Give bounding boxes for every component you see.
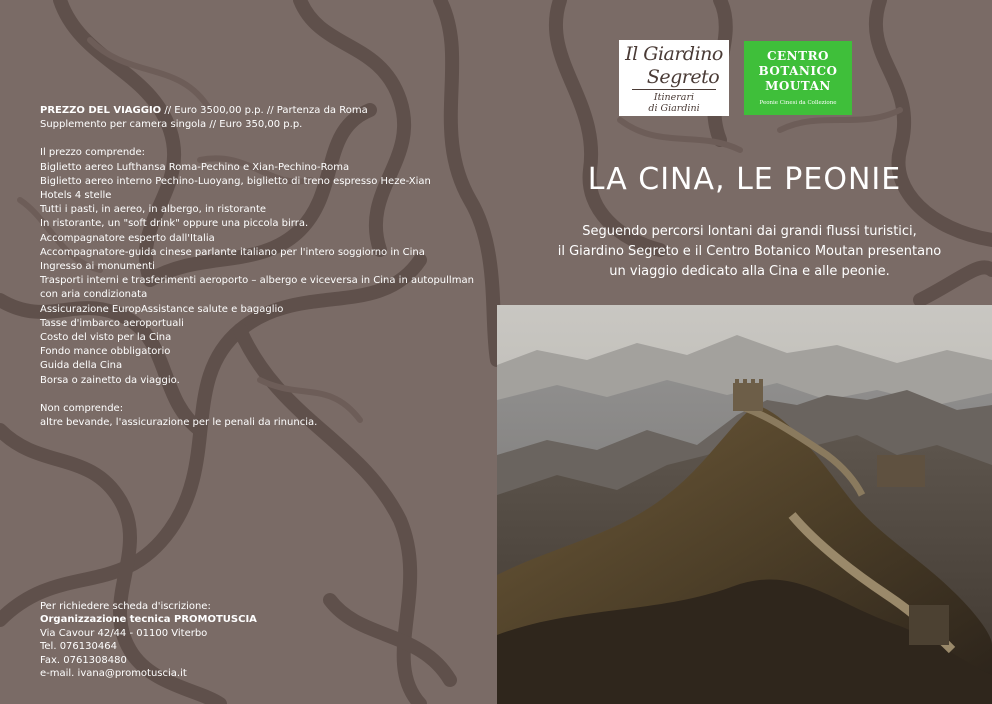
logo-name-line3: MOUTAN [765,79,831,93]
organizer-prefix: Organizzazione tecnica [40,614,174,626]
intro-line2: il Giardino Segreto e il Centro Botanico Moutan presentano [557,244,942,259]
list-item: Tutti i pasti, in aereo, in albergo, in ristorante [40,204,267,216]
great-wall-photo [497,305,992,704]
intro-line3: un viaggio dedicato alla Cina e alle peonie. [609,264,890,279]
logo-divider [632,89,716,90]
logo-subtitle-line2: di Giardini [648,103,700,114]
organizer-name: PROMOTUSCIA [173,614,257,626]
contact-block [40,600,480,680]
list-item: In ristorante, un "soft drink" oppure una piccola birra. [40,218,309,230]
email: e-mail. ivana@promotuscia.it [40,668,187,680]
list-item: Borsa o zainetto da viaggio. [40,374,180,386]
contact-intro: Per richiedere scheda d'iscrizione: [40,601,211,612]
list-item: Assicurazione EuropAssistance salute e bagaglio [40,303,284,315]
excludes-text: altre bevande, l'assicurazione per le penali da rinuncia. [40,417,318,429]
logo-name-line2: BOTANICO [758,64,838,78]
logo-title-line2: Segreto [646,66,720,88]
list-item: Fondo mance obbligatorio [40,346,171,358]
giardino-segreto-logo [619,40,729,116]
address: Via Cavour 42/44 - 01100 Viterbo [40,627,208,639]
logo-tagline: Peonie Cinesi da Collezione [759,100,837,106]
list-item: Biglietto aereo interno Pechino-Luoyang, biglietto di treno espresso Heze-Xian [40,175,431,187]
centro-botanico-logo [744,41,852,115]
excludes-heading: Non comprende: [40,402,124,414]
list-item: Hotels 4 stelle [40,190,112,202]
intro-line1: Seguendo percorsi lontani dai grandi flussi turistici, [582,224,917,239]
list-item: Accompagnatore-guida cinese parlante italiano per l'intero soggiorno in Cina [40,246,425,258]
logo-title-line1: Il Giardino [625,43,723,65]
price-details [40,104,480,430]
single-supplement: Supplemento per camera singola // Euro 350,00 p.p. [40,119,303,131]
logo-name-line1: CENTRO [766,49,830,63]
logo-subtitle-line1: Itinerari [653,92,695,103]
fax: Fax. 0761308480 [40,654,127,666]
list-item: Accompagnatore esperto dall'Italia [40,232,215,244]
phone: Tel. 076130464 [40,641,117,653]
list-item: Biglietto aereo Lufthansa Roma-Pechino e Xian-Pechino-Roma [40,161,350,173]
page-title: LA CINA, LE PEONIE [587,162,902,197]
list-item: Ingresso ai monumenti [40,261,155,273]
organizer-line [40,613,480,626]
includes-heading: Il prezzo comprende: [40,147,146,159]
list-item: Tasse d'imbarco aeroportuali [40,317,184,329]
price-line [40,104,480,118]
intro-text [497,222,992,282]
list-item: Trasporti interni e trasferimenti aeroporto – albergo e viceversa in Cina in autopullman con aria condizionata [40,275,474,301]
list-item: Guida della Cina [40,360,123,372]
price-amount: // Euro 3500,00 p.p. // Partenza da Roma [161,105,368,116]
list-item: Costo del visto per la Cina [40,332,172,344]
price-label: PREZZO DEL VIAGGIO [40,105,162,116]
great-wall-landscape-photo [497,305,992,704]
